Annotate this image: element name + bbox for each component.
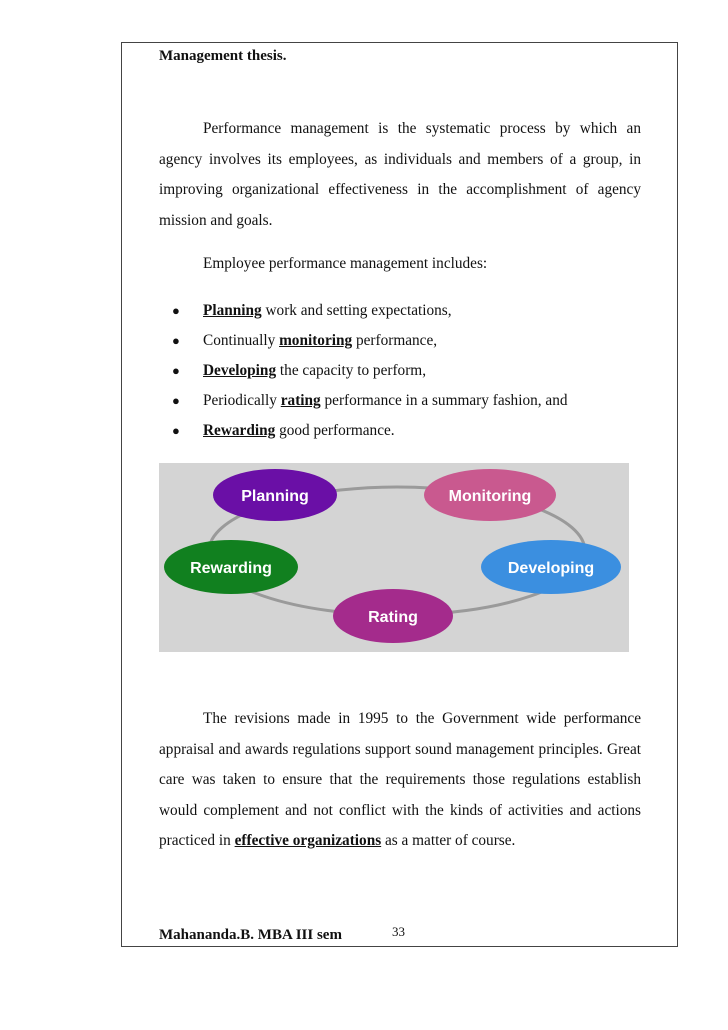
paragraph-intro-text: Performance management is the systematic process by which an agency involves its employees, as individuals and members of a group, in improving organizational effectiveness in the accomplishment of agency mission and goals. — [159, 120, 641, 229]
list-item — [159, 326, 568, 356]
list-item-prefix: Periodically — [203, 392, 281, 409]
list-item-suffix: the capacity to perform, — [276, 362, 427, 379]
cycle-node-rating — [333, 589, 453, 643]
paragraph-intro — [159, 114, 641, 236]
paragraph-revisions-text: The revisions made in 1995 to the Government wide performance appraisal and awards regulations support sound management principles. Great care was taken to ensure that the requirements those regulations establish would complement and not conflict with the kinds of activities and actions practiced in — [159, 710, 641, 849]
bullet-icon: ● — [172, 363, 180, 378]
paragraph-includes — [159, 249, 641, 280]
bullet-list — [159, 296, 568, 446]
bullet-icon: ● — [172, 333, 180, 348]
cycle-node-rewarding — [164, 540, 298, 594]
list-item — [159, 416, 568, 446]
bullet-icon: ● — [172, 423, 180, 438]
list-item-keyword: monitoring — [279, 332, 353, 349]
list-item-keyword: Rewarding — [203, 422, 276, 439]
list-item-prefix: Continually — [203, 332, 280, 349]
cycle-svg — [159, 463, 629, 652]
cycle-node-monitoring — [424, 469, 556, 521]
page-header: Management thesis. — [159, 48, 287, 64]
footer-author: Mahananda.B. MBA III sem — [159, 927, 342, 943]
cycle-node-planning — [213, 469, 337, 521]
bullet-icon: ● — [172, 303, 180, 318]
cycle-node-developing — [481, 540, 621, 594]
list-item-suffix: performance in a summary fashion, and — [320, 392, 568, 409]
performance-cycle-diagram — [159, 463, 629, 652]
paragraph-revisions — [159, 704, 641, 857]
list-item-suffix: work and setting expectations, — [261, 302, 452, 319]
list-item — [159, 356, 568, 386]
list-item-keyword: rating — [280, 392, 321, 409]
cycle-node-rewarding-label: Rewarding — [190, 560, 272, 577]
list-item-suffix: performance, — [352, 332, 438, 349]
paragraph-revisions-tail: as a matter of course. — [381, 832, 516, 849]
cycle-node-monitoring-label: Monitoring — [448, 488, 532, 505]
list-item-keyword: Developing — [203, 362, 277, 379]
list-item-keyword: Planning — [203, 302, 262, 319]
cycle-node-planning-label: Planning — [241, 488, 309, 505]
page-number: 33 — [392, 924, 405, 939]
list-item-suffix: good performance. — [275, 422, 395, 439]
paragraph-revisions-emphasis: effective organizations — [234, 832, 382, 849]
cycle-node-rating-label: Rating — [368, 609, 418, 626]
list-item — [159, 296, 568, 326]
cycle-node-developing-label: Developing — [507, 560, 595, 577]
bullet-icon: ● — [172, 393, 180, 408]
list-item — [159, 386, 568, 416]
paragraph-includes-text: Employee performance management includes: — [203, 255, 488, 272]
